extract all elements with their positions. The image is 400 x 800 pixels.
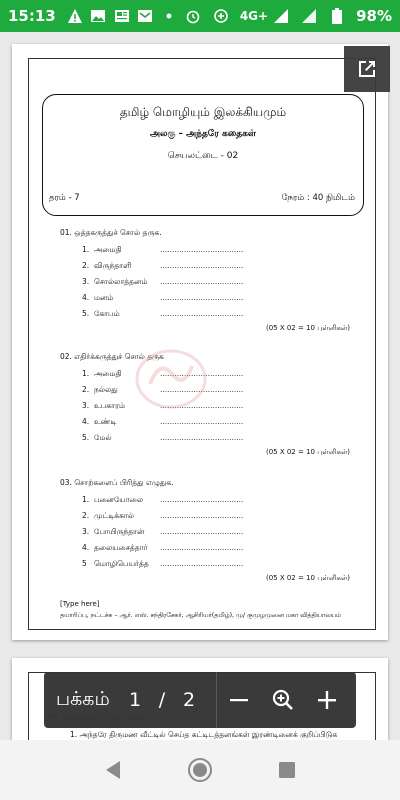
data-saver-icon [212,7,230,25]
list-item: 1. பனையோலை ................................... [82,495,244,504]
list-item: 4. உண்டி ................................... [82,417,244,426]
pdf-viewer[interactable] [0,32,400,740]
zoom-in-button[interactable] [305,672,349,728]
status-bar [0,0,400,32]
status-time: 15:13 [8,7,56,25]
list-item: 5. கோபம் ................................... [82,309,244,318]
watermark-logo [132,344,210,414]
battery-icon [328,7,346,25]
news-icon [113,7,131,25]
list-item: 2. நல்லது ................................... [82,385,244,394]
recents-icon [278,761,296,779]
doc-title: தமிழ் மொழியும் இலக்கியமும் [119,105,287,119]
type-here-placeholder: [Type here] [60,600,100,608]
back-icon [104,760,122,780]
page-separator: / [158,689,166,711]
list-item: 1. அமைதி ................................... [82,369,244,378]
list-item: 3. உபகாரம் ................................... [82,401,244,410]
home-button[interactable] [182,752,218,788]
recents-button[interactable] [269,752,305,788]
list-item: 4. மனம் ................................... [82,293,244,302]
question-1-marks: (05 X 02 = 10 புள்ளிகள்) [265,324,350,332]
status-right [184,7,392,25]
network-type: 4G+ [239,9,269,23]
system-nav-bar [0,740,400,800]
minus-icon [228,689,250,711]
dot-icon [160,7,178,25]
question-3-marks: (05 X 02 = 10 புள்ளிகள்) [265,574,350,582]
list-item: 2. விருந்தாளி ................................... [82,261,244,270]
signal-icon [272,7,290,25]
total-pages: 2 [182,689,196,711]
page-label: பக்கம் [56,687,110,710]
doc-grade: தரம் - 7 [49,193,80,203]
list-item: 5 மொழிபெயர்த்த ................................... [82,559,244,568]
question-2-marks: (05 X 02 = 10 புள்ளிகள்) [265,448,350,456]
question-2-title: 02. எதிர்க்கருத்துச் சொல் தருக [60,352,164,361]
doc-subtitle: அலகு – அந்தரே கதைகள் [149,129,256,139]
list-item: 4. தலையசைத்தார் ................................... [82,543,244,552]
plus-icon [316,689,338,711]
list-item: 3. சொல்லாத்தனம் ................................... [82,277,244,286]
zoom-out-button[interactable] [217,672,261,728]
warning-icon [66,7,84,25]
pdf-page-1 [12,44,388,640]
back-button[interactable] [95,752,131,788]
doc-footer: தயாரிப்பு, நட்டச்சு – ஆர். எஸ். சந்திரசேகர், ஆசிரியர்(தமிழ்), மு/ குமுழமுனை மகா வித்தியாலயம் [60,612,342,619]
list-item: 3. போயிருந்தான் ................................... [82,527,244,536]
question-4-item: 1. அந்தரே திருமண வீட்டில் செய்த கட்டிடத்தனங்கள் இரண்டினைக் குறிப்பிடுக [70,730,338,739]
alarm-icon [184,7,202,25]
list-item: 2. முட்டிக்கால் ................................... [82,511,244,520]
signal-icon-2 [300,7,318,25]
battery-level: 98% [356,7,392,25]
list-item: 1. அமைதி ................................... [82,245,244,254]
mail-icon [137,7,155,25]
open-external-button[interactable] [344,46,390,92]
open-external-icon [355,57,379,81]
zoom-fit-button[interactable] [261,672,305,728]
home-icon [187,757,213,783]
doc-sheet-number: செயலட்டை - 02 [167,151,239,161]
current-page[interactable]: 1 [128,689,142,711]
zoom-icon [271,688,295,712]
question-3-title: 03. சொற்களைப் பிரித்து எழுதுக. [60,478,174,487]
page-navigator [44,672,356,728]
list-item: 5. மேல் ................................... [82,433,244,442]
image-icon [89,7,107,25]
worksheet-header [42,94,364,216]
doc-time: நேரம் : 40 நிமிடம் [281,193,355,203]
question-1-title: 01. ஒத்தகருத்துச் சொல் தருக. [60,228,162,237]
